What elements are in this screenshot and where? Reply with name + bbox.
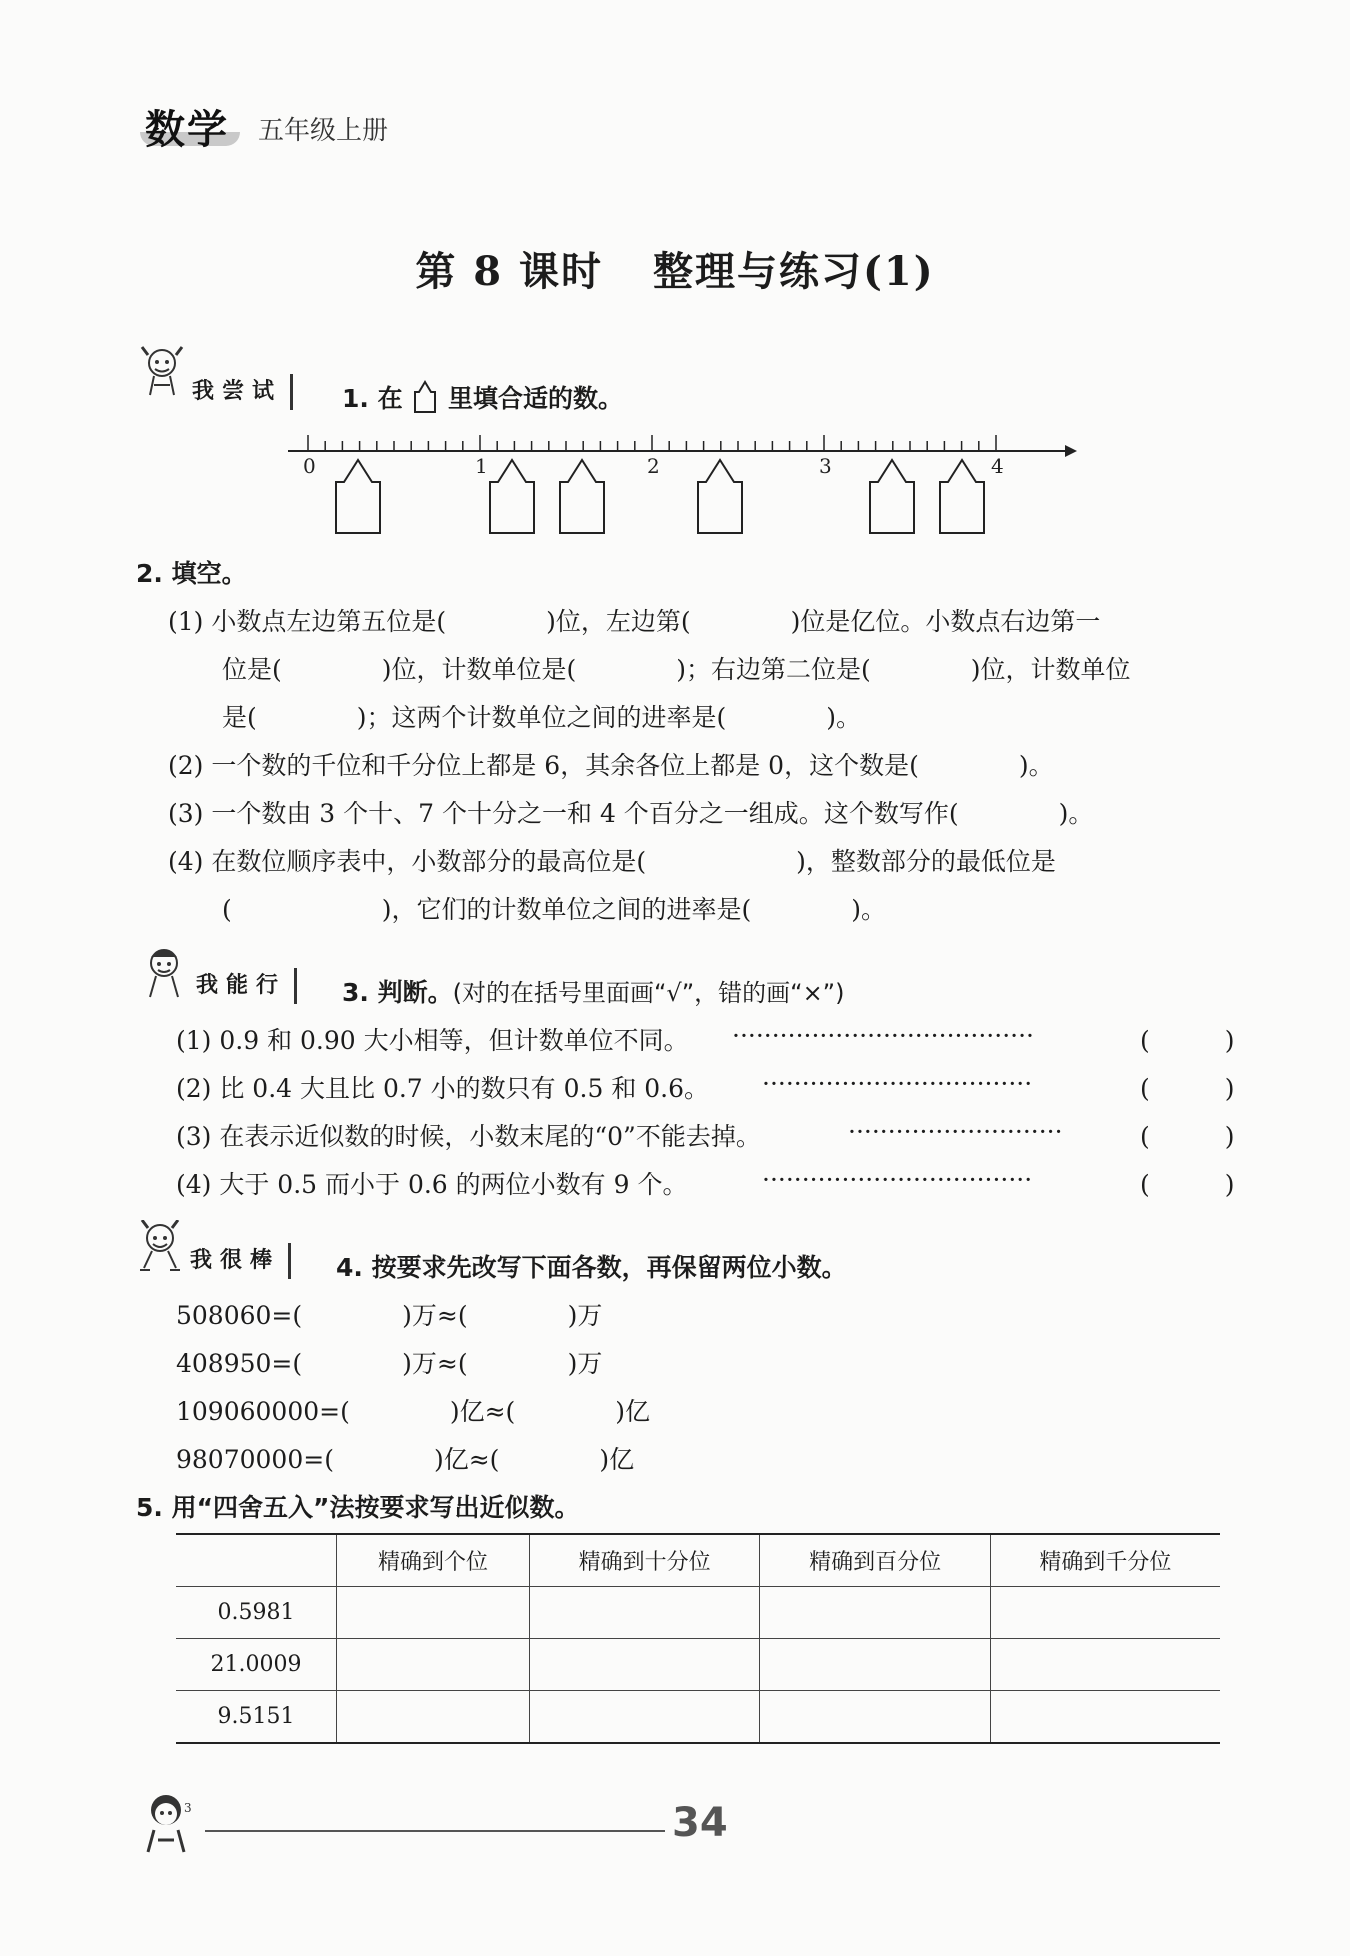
q3-answer-paren[interactable]: ( ) bbox=[1140, 1170, 1235, 1199]
answer-cell[interactable] bbox=[529, 1691, 759, 1744]
tick-label-4: 4 bbox=[991, 454, 1004, 478]
header-grade: 五年级上册 bbox=[258, 116, 389, 146]
answer-box[interactable] bbox=[698, 460, 742, 533]
mascot-cheer-icon bbox=[138, 1220, 184, 1276]
q5-title: 5. 用“四舍五入”法按要求写出近似数。 bbox=[136, 1493, 580, 1522]
answer-cell[interactable] bbox=[760, 1587, 990, 1639]
leader-dots: ·································· bbox=[762, 1165, 1033, 1194]
leader-dots: ··························· bbox=[848, 1117, 1063, 1146]
q3-title bbox=[342, 973, 844, 1009]
row-number: 0.5981 bbox=[176, 1587, 337, 1639]
row-number: 21.0009 bbox=[176, 1639, 337, 1691]
page-number: 34 bbox=[672, 1800, 728, 1846]
q3-item: (3) 在表示近似数的时候，小数末尾的“0”不能去掉。 bbox=[176, 1122, 761, 1151]
answer-box[interactable] bbox=[490, 460, 534, 533]
q4-title: 4. 按要求先改写下面各数，再保留两位小数。 bbox=[336, 1253, 847, 1282]
answer-cell[interactable] bbox=[760, 1691, 990, 1744]
row-number: 9.5151 bbox=[176, 1691, 337, 1744]
tick-label-2: 2 bbox=[647, 454, 660, 478]
q2-line: (2) 一个数的千位和千分位上都是 6，其余各位上都是 0，这个数是( )。 bbox=[168, 751, 1054, 780]
footer-mascot-icon bbox=[140, 1790, 200, 1860]
lesson-number: 第 8 课时 bbox=[415, 248, 603, 295]
q1-suffix: 里填合适的数。 bbox=[448, 384, 624, 413]
lesson-name: 整理与练习(1) bbox=[653, 248, 935, 295]
q2-line: (3) 一个数由 3 个十、7 个十分之一和 4 个百分之一组成。这个数写作( )。 bbox=[168, 799, 1094, 828]
tick-label-0: 0 bbox=[303, 454, 316, 478]
table-row bbox=[176, 1587, 1220, 1639]
q3-note: (对的在括号里面画“√”，错的画“×”) bbox=[452, 979, 845, 1007]
q4-line: 408950=( )万≈( )万 bbox=[176, 1349, 603, 1378]
svg-text:3: 3 bbox=[184, 1801, 192, 1815]
answer-cell[interactable] bbox=[760, 1639, 990, 1691]
q4-line: 109060000=( )亿≈( )亿 bbox=[176, 1397, 651, 1426]
q2-line: (4) 在数位顺序表中，小数部分的最高位是( )，整数部分的最低位是 bbox=[168, 847, 1056, 876]
table-header-cell: 精确到个位 bbox=[337, 1534, 530, 1587]
answer-cell[interactable] bbox=[529, 1587, 759, 1639]
answer-box[interactable] bbox=[560, 460, 604, 533]
q3-item: (1) 0.9 和 0.90 大小相等，但计数单位不同。 bbox=[176, 1026, 689, 1055]
answer-cell[interactable] bbox=[337, 1587, 530, 1639]
footer-rule bbox=[205, 1830, 665, 1832]
tick-label-3: 3 bbox=[819, 454, 832, 478]
arrow-box-icon bbox=[411, 379, 439, 413]
section-badge-can: 我能行 bbox=[196, 968, 297, 1004]
table-header-cell: 精确到十分位 bbox=[529, 1534, 759, 1587]
answer-cell[interactable] bbox=[337, 1639, 530, 1691]
answer-box[interactable] bbox=[870, 460, 914, 533]
table-header-row bbox=[176, 1534, 1220, 1587]
number-line bbox=[280, 425, 1080, 540]
table-row bbox=[176, 1691, 1220, 1744]
table-header-cell bbox=[176, 1534, 337, 1587]
answer-cell[interactable] bbox=[529, 1639, 759, 1691]
q2-line: 位是( )位，计数单位是( )；右边第二位是( )位，计数单位 bbox=[222, 655, 1131, 684]
q4-line: 508060=( )万≈( )万 bbox=[176, 1301, 603, 1330]
q3-answer-paren[interactable]: ( ) bbox=[1140, 1074, 1235, 1103]
section-badge-try: 我尝试 bbox=[192, 374, 293, 410]
q3-answer-paren[interactable]: ( ) bbox=[1140, 1122, 1235, 1151]
answer-cell[interactable] bbox=[990, 1639, 1220, 1691]
q2-line: 是( )；这两个计数单位之间的进率是( )。 bbox=[222, 703, 862, 732]
answer-cell[interactable] bbox=[337, 1691, 530, 1744]
section-badge-great: 我很棒 bbox=[190, 1243, 291, 1279]
q3-item: (2) 比 0.4 大且比 0.7 小的数只有 0.5 和 0.6。 bbox=[176, 1074, 710, 1103]
answer-cell[interactable] bbox=[990, 1587, 1220, 1639]
table-header-cell: 精确到千分位 bbox=[990, 1534, 1220, 1587]
lesson-title bbox=[0, 240, 1350, 297]
q2-line: (1) 小数点左边第五位是( )位，左边第( )位是亿位。小数点右边第一 bbox=[168, 607, 1101, 636]
q1-title bbox=[342, 379, 623, 415]
header-subject: 数学 bbox=[145, 107, 229, 153]
q1-prefix: 1. 在 bbox=[342, 384, 403, 413]
answer-cell[interactable] bbox=[990, 1691, 1220, 1744]
q3-item: (4) 大于 0.5 而小于 0.6 的两位小数有 9 个。 bbox=[176, 1170, 688, 1199]
answer-box[interactable] bbox=[336, 460, 380, 533]
table-header-cell: 精确到百分位 bbox=[760, 1534, 990, 1587]
q2-line: ( )，它们的计数单位之间的进率是( )。 bbox=[222, 895, 887, 924]
answer-box[interactable] bbox=[940, 460, 984, 533]
q4-line: 98070000=( )亿≈( )亿 bbox=[176, 1445, 635, 1474]
mascot-boy-icon bbox=[142, 945, 188, 1001]
leader-dots: ······································ bbox=[732, 1021, 1034, 1050]
q2-title: 2. 填空。 bbox=[136, 559, 247, 588]
approx-table bbox=[176, 1533, 1220, 1744]
q3-answer-paren[interactable]: ( ) bbox=[1140, 1026, 1235, 1055]
mascot-girl-icon bbox=[140, 345, 186, 401]
tick-label-1: 1 bbox=[475, 454, 488, 478]
q3-title-text: 3. 判断。 bbox=[342, 978, 453, 1007]
table-row bbox=[176, 1639, 1220, 1691]
leader-dots: ·································· bbox=[762, 1069, 1033, 1098]
